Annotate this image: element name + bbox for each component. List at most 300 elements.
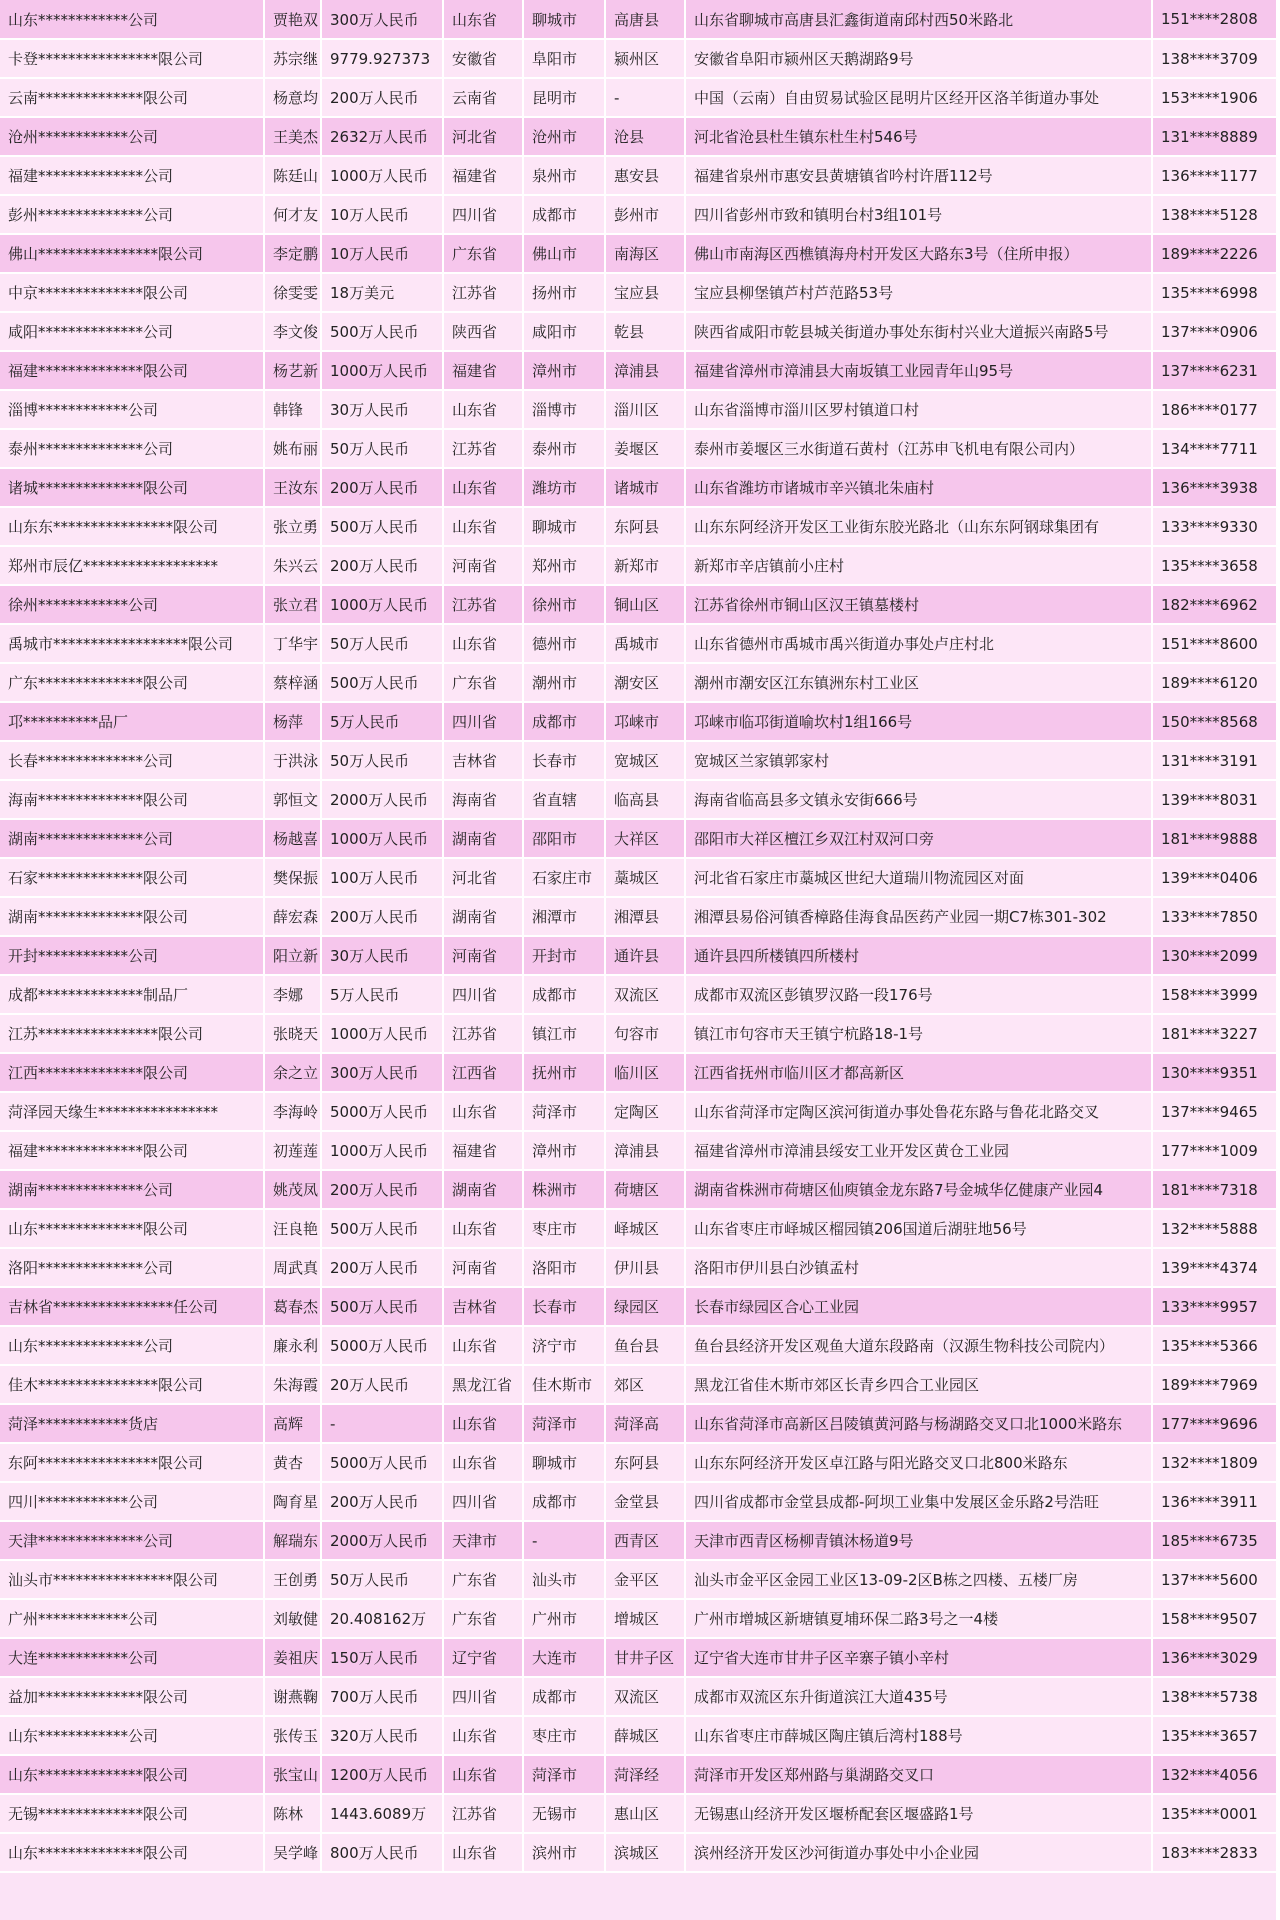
table-row <box>0 1404 1276 1443</box>
registered-capital-cell: 500万人民币 <box>321 312 443 351</box>
phone-cell: 134****7711 <box>1152 429 1276 468</box>
address-cell: 中国（云南）自由贸易试验区昆明片区经开区洛羊街道办事处 <box>685 78 1152 117</box>
company-name-cell: 咸阳**************公司 <box>0 312 264 351</box>
table-row <box>0 234 1276 273</box>
address-cell: 山东省潍坊市诸城市辛兴镇北朱庙村 <box>685 468 1152 507</box>
registered-capital-cell: 50万人民币 <box>321 624 443 663</box>
province-cell: 天津市 <box>443 1521 523 1560</box>
phone-cell: 135****6998 <box>1152 273 1276 312</box>
legal-rep-cell: 王创勇 <box>264 1560 321 1599</box>
phone-cell: 182****6962 <box>1152 585 1276 624</box>
district-cell: 甘井子区 <box>605 1638 685 1677</box>
company-name-cell: 开封************公司 <box>0 936 264 975</box>
legal-rep-cell: 王汝东 <box>264 468 321 507</box>
province-cell: 河北省 <box>443 117 523 156</box>
legal-rep-cell: 高辉 <box>264 1404 321 1443</box>
district-cell: 菏泽经 <box>605 1755 685 1794</box>
registered-capital-cell: 1000万人民币 <box>321 585 443 624</box>
table-row <box>0 1131 1276 1170</box>
phone-cell: 132****4056 <box>1152 1755 1276 1794</box>
registered-capital-cell: 20万人民币 <box>321 1365 443 1404</box>
city-cell: - <box>523 1521 605 1560</box>
phone-cell: 151****8600 <box>1152 624 1276 663</box>
company-name-cell: 广东**************限公司 <box>0 663 264 702</box>
district-cell: 潮安区 <box>605 663 685 702</box>
company-name-cell: 山东**************公司 <box>0 1326 264 1365</box>
phone-cell: 131****8889 <box>1152 117 1276 156</box>
province-cell: 山东省 <box>443 0 523 39</box>
registered-capital-cell: 200万人民币 <box>321 468 443 507</box>
city-cell: 菏泽市 <box>523 1755 605 1794</box>
legal-rep-cell: 汪良艳 <box>264 1209 321 1248</box>
legal-rep-cell: 谢燕鞠 <box>264 1677 321 1716</box>
company-name-cell: 长春**************公司 <box>0 741 264 780</box>
phone-cell: 153****1906 <box>1152 78 1276 117</box>
legal-rep-cell: 刘敏健 <box>264 1599 321 1638</box>
address-cell: 河北省沧县杜生镇东杜生村546号 <box>685 117 1152 156</box>
table-row <box>0 663 1276 702</box>
province-cell: 黑龙江省 <box>443 1365 523 1404</box>
address-cell: 四川省成都市金堂县成都-阿坝工业集中发展区金乐路2号浩旺 <box>685 1482 1152 1521</box>
legal-rep-cell: 王美杰 <box>264 117 321 156</box>
address-cell: 山东省枣庄市峄城区榴园镇206国道后湖驻地56号 <box>685 1209 1152 1248</box>
district-cell: 句容市 <box>605 1014 685 1053</box>
address-cell: 湖南省株洲市荷塘区仙庾镇金龙东路7号金城华亿健康产业园4 <box>685 1170 1152 1209</box>
district-cell: 东阿县 <box>605 507 685 546</box>
legal-rep-cell: 李海岭 <box>264 1092 321 1131</box>
legal-rep-cell: 徐雯雯 <box>264 273 321 312</box>
district-cell: 宝应县 <box>605 273 685 312</box>
address-cell: 安徽省阜阳市颍州区天鹅湖路9号 <box>685 39 1152 78</box>
province-cell: 湖南省 <box>443 819 523 858</box>
registered-capital-cell: 1443.6089万 <box>321 1794 443 1833</box>
address-cell: 宝应县柳堡镇芦村芦范路53号 <box>685 273 1152 312</box>
table-row <box>0 1677 1276 1716</box>
province-cell: 山东省 <box>443 1209 523 1248</box>
registered-capital-cell: 2000万人民币 <box>321 780 443 819</box>
legal-rep-cell: 杨萍 <box>264 702 321 741</box>
district-cell: 淄川区 <box>605 390 685 429</box>
phone-cell: 137****5600 <box>1152 1560 1276 1599</box>
city-cell: 湘潭市 <box>523 897 605 936</box>
city-cell: 佳木斯市 <box>523 1365 605 1404</box>
company-name-cell: 卡登****************限公司 <box>0 39 264 78</box>
province-cell: 广东省 <box>443 1560 523 1599</box>
company-name-cell: 江苏****************限公司 <box>0 1014 264 1053</box>
phone-cell: 137****6231 <box>1152 351 1276 390</box>
district-cell: 漳浦县 <box>605 1131 685 1170</box>
phone-cell: 137****9465 <box>1152 1092 1276 1131</box>
city-cell: 聊城市 <box>523 0 605 39</box>
province-cell: 山东省 <box>443 390 523 429</box>
city-cell: 成都市 <box>523 1482 605 1521</box>
district-cell: 大祥区 <box>605 819 685 858</box>
province-cell: 安徽省 <box>443 39 523 78</box>
province-cell: 湖南省 <box>443 897 523 936</box>
company-name-cell: 山东东****************限公司 <box>0 507 264 546</box>
phone-cell: 150****8568 <box>1152 702 1276 741</box>
district-cell: 铜山区 <box>605 585 685 624</box>
company-name-cell: 彭州**************公司 <box>0 195 264 234</box>
district-cell: 定陶区 <box>605 1092 685 1131</box>
legal-rep-cell: 张立勇 <box>264 507 321 546</box>
address-cell: 潮州市潮安区江东镇洲东村工业区 <box>685 663 1152 702</box>
district-cell: 薛城区 <box>605 1716 685 1755</box>
province-cell: 山东省 <box>443 1833 523 1872</box>
phone-cell: 130****9351 <box>1152 1053 1276 1092</box>
address-cell: 山东省聊城市高唐县汇鑫街道南邱村西50米路北 <box>685 0 1152 39</box>
address-cell: 宽城区兰家镇郭家村 <box>685 741 1152 780</box>
table-row <box>0 1716 1276 1755</box>
table-row <box>0 1365 1276 1404</box>
table-row <box>0 1482 1276 1521</box>
province-cell: 江苏省 <box>443 1014 523 1053</box>
registered-capital-cell: 2000万人民币 <box>321 1521 443 1560</box>
phone-cell: 185****6735 <box>1152 1521 1276 1560</box>
phone-cell: 135****3658 <box>1152 546 1276 585</box>
district-cell: 滨城区 <box>605 1833 685 1872</box>
district-cell: 邛崃市 <box>605 702 685 741</box>
phone-cell: 183****2833 <box>1152 1833 1276 1872</box>
district-cell: 颍州区 <box>605 39 685 78</box>
province-cell: 山东省 <box>443 1326 523 1365</box>
address-cell: 长春市绿园区合心工业园 <box>685 1287 1152 1326</box>
city-cell: 滨州市 <box>523 1833 605 1872</box>
phone-cell: 136****3938 <box>1152 468 1276 507</box>
legal-rep-cell: 何才友 <box>264 195 321 234</box>
legal-rep-cell: 阳立新 <box>264 936 321 975</box>
phone-cell: 139****4374 <box>1152 1248 1276 1287</box>
province-cell: 广东省 <box>443 234 523 273</box>
province-cell: 河南省 <box>443 936 523 975</box>
legal-rep-cell: 廉永利 <box>264 1326 321 1365</box>
city-cell: 泰州市 <box>523 429 605 468</box>
address-cell: 广州市增城区新塘镇夏埔环保二路3号之一4楼 <box>685 1599 1152 1638</box>
registered-capital-cell: 200万人民币 <box>321 1248 443 1287</box>
table-row <box>0 39 1276 78</box>
address-cell: 江西省抚州市临川区才都高新区 <box>685 1053 1152 1092</box>
table-row <box>0 975 1276 1014</box>
legal-rep-cell: 李定鹏 <box>264 234 321 273</box>
province-cell: 四川省 <box>443 1482 523 1521</box>
address-cell: 山东东阿经济开发区工业街东胶光路北（山东东阿钢球集团有 <box>685 507 1152 546</box>
legal-rep-cell: 周武真 <box>264 1248 321 1287</box>
registered-capital-cell: 800万人民币 <box>321 1833 443 1872</box>
company-name-cell: 石家**************限公司 <box>0 858 264 897</box>
legal-rep-cell: 薛宏森 <box>264 897 321 936</box>
legal-rep-cell: 杨艺新 <box>264 351 321 390</box>
registered-capital-cell: 1000万人民币 <box>321 1131 443 1170</box>
company-name-cell: 沧州************公司 <box>0 117 264 156</box>
table-row <box>0 546 1276 585</box>
table-row <box>0 390 1276 429</box>
phone-cell: 186****0177 <box>1152 390 1276 429</box>
province-cell: 江苏省 <box>443 1794 523 1833</box>
table-row <box>0 429 1276 468</box>
city-cell: 徐州市 <box>523 585 605 624</box>
address-cell: 菏泽市开发区郑州路与巢湖路交叉口 <box>685 1755 1152 1794</box>
legal-rep-cell: 吴学峰 <box>264 1833 321 1872</box>
district-cell: 荷塘区 <box>605 1170 685 1209</box>
registered-capital-cell: 18万美元 <box>321 273 443 312</box>
province-cell: 山东省 <box>443 1443 523 1482</box>
address-cell: 天津市西青区杨柳青镇沐杨道9号 <box>685 1521 1152 1560</box>
table-row <box>0 156 1276 195</box>
phone-cell: 131****3191 <box>1152 741 1276 780</box>
phone-cell: 177****1009 <box>1152 1131 1276 1170</box>
province-cell: 河北省 <box>443 858 523 897</box>
city-cell: 漳州市 <box>523 1131 605 1170</box>
legal-rep-cell: 樊保振 <box>264 858 321 897</box>
legal-rep-cell: 张晓天 <box>264 1014 321 1053</box>
city-cell: 菏泽市 <box>523 1404 605 1443</box>
phone-cell: 136****3911 <box>1152 1482 1276 1521</box>
table-row <box>0 312 1276 351</box>
company-name-cell: 湖南**************公司 <box>0 1170 264 1209</box>
legal-rep-cell: 郭恒文 <box>264 780 321 819</box>
district-cell: - <box>605 78 685 117</box>
district-cell: 藁城区 <box>605 858 685 897</box>
table-row <box>0 1326 1276 1365</box>
legal-rep-cell: 朱兴云 <box>264 546 321 585</box>
company-name-cell: 大连************公司 <box>0 1638 264 1677</box>
registered-capital-cell: 50万人民币 <box>321 429 443 468</box>
address-cell: 福建省泉州市惠安县黄塘镇省吟村许厝112号 <box>685 156 1152 195</box>
district-cell: 鱼台县 <box>605 1326 685 1365</box>
registered-capital-cell: 50万人民币 <box>321 741 443 780</box>
district-cell: 双流区 <box>605 1677 685 1716</box>
company-name-cell: 诸城**************限公司 <box>0 468 264 507</box>
address-cell: 山东东阿经济开发区卓江路与阳光路交叉口北800米路东 <box>685 1443 1152 1482</box>
city-cell: 泉州市 <box>523 156 605 195</box>
legal-rep-cell: 姚布丽 <box>264 429 321 468</box>
registered-capital-cell: 30万人民币 <box>321 936 443 975</box>
district-cell: 峄城区 <box>605 1209 685 1248</box>
registered-capital-cell: 200万人民币 <box>321 78 443 117</box>
registered-capital-cell: 5万人民币 <box>321 702 443 741</box>
table-row <box>0 117 1276 156</box>
table-row <box>0 1053 1276 1092</box>
city-cell: 潮州市 <box>523 663 605 702</box>
company-name-cell: 佛山****************限公司 <box>0 234 264 273</box>
table-row <box>0 507 1276 546</box>
district-cell: 姜堰区 <box>605 429 685 468</box>
company-name-cell: 东阿****************限公司 <box>0 1443 264 1482</box>
legal-rep-cell: 解瑞东 <box>264 1521 321 1560</box>
province-cell: 四川省 <box>443 975 523 1014</box>
company-name-cell: 吉林省****************任公司 <box>0 1287 264 1326</box>
address-cell: 山东省枣庄市薛城区陶庄镇后湾村188号 <box>685 1716 1152 1755</box>
registered-capital-cell: 300万人民币 <box>321 1053 443 1092</box>
phone-cell: 130****2099 <box>1152 936 1276 975</box>
legal-rep-cell: 李文俊 <box>264 312 321 351</box>
district-cell: 诸城市 <box>605 468 685 507</box>
city-cell: 邵阳市 <box>523 819 605 858</box>
address-cell: 陕西省咸阳市乾县城关街道办事处东街村兴业大道振兴南路5号 <box>685 312 1152 351</box>
table-row <box>0 624 1276 663</box>
table-row <box>0 936 1276 975</box>
registered-capital-cell: 5000万人民币 <box>321 1326 443 1365</box>
registered-capital-cell: 5万人民币 <box>321 975 443 1014</box>
table-row <box>0 585 1276 624</box>
table-row <box>0 819 1276 858</box>
table-row <box>0 858 1276 897</box>
phone-cell: 137****0906 <box>1152 312 1276 351</box>
phone-cell: 158****3999 <box>1152 975 1276 1014</box>
registered-capital-cell: 200万人民币 <box>321 897 443 936</box>
legal-rep-cell: 黄杏 <box>264 1443 321 1482</box>
city-cell: 扬州市 <box>523 273 605 312</box>
address-cell: 滨州经济开发区沙河街道办事处中小企业园 <box>685 1833 1152 1872</box>
legal-rep-cell: 姚茂凤 <box>264 1170 321 1209</box>
company-name-cell: 山东************公司 <box>0 1716 264 1755</box>
company-name-cell: 福建**************公司 <box>0 156 264 195</box>
registered-capital-cell: 320万人民币 <box>321 1716 443 1755</box>
address-cell: 镇江市句容市天王镇宁杭路18-1号 <box>685 1014 1152 1053</box>
city-cell: 镇江市 <box>523 1014 605 1053</box>
legal-rep-cell: 陈廷山 <box>264 156 321 195</box>
legal-rep-cell: 初莲莲 <box>264 1131 321 1170</box>
table-row <box>0 897 1276 936</box>
table-row <box>0 1092 1276 1131</box>
city-cell: 聊城市 <box>523 1443 605 1482</box>
registered-capital-cell: 10万人民币 <box>321 234 443 273</box>
table-row <box>0 1794 1276 1833</box>
province-cell: 江苏省 <box>443 585 523 624</box>
company-name-cell: 湖南**************限公司 <box>0 897 264 936</box>
province-cell: 山东省 <box>443 468 523 507</box>
table-row <box>0 1014 1276 1053</box>
district-cell: 湘潭县 <box>605 897 685 936</box>
address-cell: 泰州市姜堰区三水街道石黄村（江苏申飞机电有限公司内） <box>685 429 1152 468</box>
province-cell: 吉林省 <box>443 741 523 780</box>
legal-rep-cell: 陶育星 <box>264 1482 321 1521</box>
table-row <box>0 273 1276 312</box>
table-row <box>0 1287 1276 1326</box>
address-cell: 无锡惠山经济开发区堰桥配套区堰盛路1号 <box>685 1794 1152 1833</box>
phone-cell: 135****0001 <box>1152 1794 1276 1833</box>
registered-capital-cell: 200万人民币 <box>321 546 443 585</box>
province-cell: 辽宁省 <box>443 1638 523 1677</box>
phone-cell: 189****7969 <box>1152 1365 1276 1404</box>
address-cell: 福建省漳州市漳浦县绥安工业开发区黄仓工业园 <box>685 1131 1152 1170</box>
district-cell: 宽城区 <box>605 741 685 780</box>
city-cell: 长春市 <box>523 741 605 780</box>
table-row <box>0 1248 1276 1287</box>
address-cell: 福建省漳州市漳浦县大南坂镇工业园青年山95号 <box>685 351 1152 390</box>
company-name-cell: 洛阳**************公司 <box>0 1248 264 1287</box>
address-cell: 鱼台县经济开发区观鱼大道东段路南（汉源生物科技公司院内） <box>685 1326 1152 1365</box>
registered-capital-cell: 1000万人民币 <box>321 1014 443 1053</box>
company-name-cell: 海南**************限公司 <box>0 780 264 819</box>
table-row <box>0 351 1276 390</box>
district-cell: 增城区 <box>605 1599 685 1638</box>
address-cell: 山东省德州市禹城市禹兴街道办事处卢庄村北 <box>685 624 1152 663</box>
phone-cell: 181****9888 <box>1152 819 1276 858</box>
address-cell: 邵阳市大祥区檀江乡双江村双河口旁 <box>685 819 1152 858</box>
phone-cell: 132****1809 <box>1152 1443 1276 1482</box>
company-name-cell: 江西**************限公司 <box>0 1053 264 1092</box>
phone-cell: 139****8031 <box>1152 780 1276 819</box>
registered-capital-cell: 9779.927373 <box>321 39 443 78</box>
phone-cell: 177****9696 <box>1152 1404 1276 1443</box>
registered-capital-cell: 500万人民币 <box>321 1287 443 1326</box>
table-row <box>0 702 1276 741</box>
district-cell: 禹城市 <box>605 624 685 663</box>
district-cell: 新郑市 <box>605 546 685 585</box>
city-cell: 咸阳市 <box>523 312 605 351</box>
city-cell: 成都市 <box>523 195 605 234</box>
phone-cell: 158****9507 <box>1152 1599 1276 1638</box>
city-cell: 成都市 <box>523 1677 605 1716</box>
district-cell: 绿园区 <box>605 1287 685 1326</box>
district-cell: 西青区 <box>605 1521 685 1560</box>
registered-capital-cell: 5000万人民币 <box>321 1092 443 1131</box>
company-name-cell: 福建**************限公司 <box>0 351 264 390</box>
city-cell: 枣庄市 <box>523 1209 605 1248</box>
phone-cell: 133****9330 <box>1152 507 1276 546</box>
district-cell: 南海区 <box>605 234 685 273</box>
city-cell: 昆明市 <box>523 78 605 117</box>
city-cell: 广州市 <box>523 1599 605 1638</box>
district-cell: 金堂县 <box>605 1482 685 1521</box>
address-cell: 成都市双流区彭镇罗汉路一段176号 <box>685 975 1152 1014</box>
province-cell: 福建省 <box>443 351 523 390</box>
company-name-cell: 汕头市****************限公司 <box>0 1560 264 1599</box>
legal-rep-cell: 苏宗继 <box>264 39 321 78</box>
table-row <box>0 195 1276 234</box>
registered-capital-cell: 10万人民币 <box>321 195 443 234</box>
address-cell: 山东省淄博市淄川区罗村镇道口村 <box>685 390 1152 429</box>
registered-capital-cell: 200万人民币 <box>321 1170 443 1209</box>
company-name-cell: 山东************公司 <box>0 0 264 39</box>
city-cell: 石家庄市 <box>523 858 605 897</box>
registered-capital-cell: 500万人民币 <box>321 663 443 702</box>
phone-cell: 132****5888 <box>1152 1209 1276 1248</box>
province-cell: 山东省 <box>443 1755 523 1794</box>
city-cell: 济宁市 <box>523 1326 605 1365</box>
company-name-cell: 湖南**************公司 <box>0 819 264 858</box>
phone-cell: 133****9957 <box>1152 1287 1276 1326</box>
table-row <box>0 1755 1276 1794</box>
address-cell: 辽宁省大连市甘井子区辛寨子镇小辛村 <box>685 1638 1152 1677</box>
phone-cell: 133****7850 <box>1152 897 1276 936</box>
table-row <box>0 468 1276 507</box>
city-cell: 汕头市 <box>523 1560 605 1599</box>
province-cell: 广东省 <box>443 663 523 702</box>
province-cell: 福建省 <box>443 156 523 195</box>
address-cell: 通许县四所楼镇四所楼村 <box>685 936 1152 975</box>
city-cell: 省直辖 <box>523 780 605 819</box>
table-row <box>0 1170 1276 1209</box>
legal-rep-cell: 余之立 <box>264 1053 321 1092</box>
city-cell: 佛山市 <box>523 234 605 273</box>
registered-capital-cell: 1000万人民币 <box>321 819 443 858</box>
province-cell: 河南省 <box>443 1248 523 1287</box>
company-name-cell: 福建**************限公司 <box>0 1131 264 1170</box>
company-name-cell: 四川************公司 <box>0 1482 264 1521</box>
table-row <box>0 1560 1276 1599</box>
registered-capital-cell: - <box>321 1404 443 1443</box>
address-cell: 山东省菏泽市定陶区滨河街道办事处鲁花东路与鲁花北路交叉 <box>685 1092 1152 1131</box>
district-cell: 东阿县 <box>605 1443 685 1482</box>
address-cell: 江苏省徐州市铜山区汉王镇墓楼村 <box>685 585 1152 624</box>
province-cell: 四川省 <box>443 702 523 741</box>
city-cell: 成都市 <box>523 975 605 1014</box>
legal-rep-cell: 张宝山 <box>264 1755 321 1794</box>
company-name-cell: 云南**************限公司 <box>0 78 264 117</box>
city-cell: 菏泽市 <box>523 1092 605 1131</box>
